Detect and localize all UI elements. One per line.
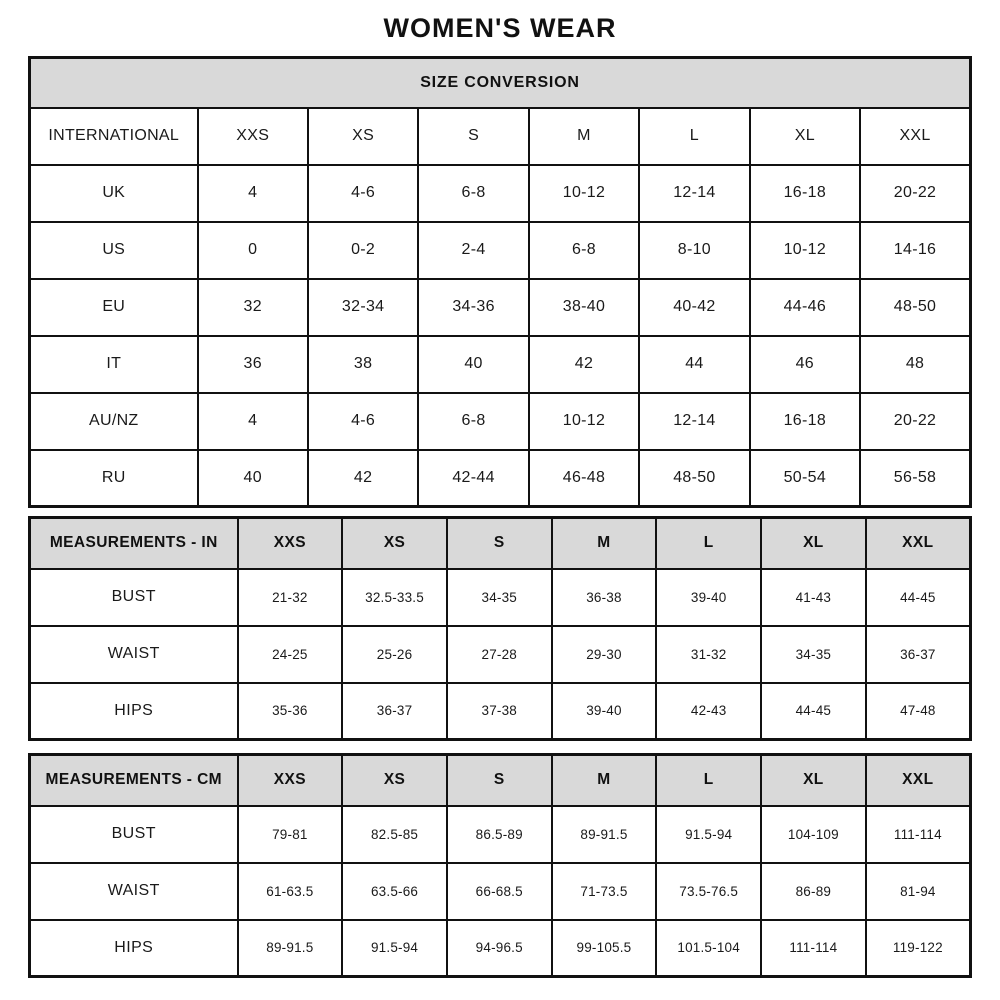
size-value: 10-12	[750, 222, 860, 279]
row-label: RU	[30, 450, 198, 507]
row-label: IT	[30, 336, 198, 393]
measurements-cm-header: MEASUREMENTS - CM	[30, 755, 238, 806]
size-value: 46	[750, 336, 860, 393]
column-header: XL	[761, 755, 866, 806]
size-value: 48	[860, 336, 970, 393]
measurement-value: 73.5-76.5	[656, 863, 761, 920]
column-header: M	[552, 518, 657, 569]
measurement-value: 89-91.5	[238, 920, 343, 977]
column-header: L	[639, 108, 749, 165]
measurement-value: 66-68.5	[447, 863, 552, 920]
measurement-value: 119-122	[866, 920, 971, 977]
measurement-value: 44-45	[866, 569, 971, 626]
column-header: INTERNATIONAL	[30, 108, 198, 165]
measurement-value: 21-32	[238, 569, 343, 626]
size-value: 38-40	[529, 279, 639, 336]
size-value: 16-18	[750, 165, 860, 222]
size-value: 42	[308, 450, 418, 507]
size-value: 48-50	[860, 279, 970, 336]
column-header: M	[529, 108, 639, 165]
column-header: S	[447, 518, 552, 569]
size-value: 56-58	[860, 450, 970, 507]
column-header: M	[552, 755, 657, 806]
table-row	[30, 920, 971, 977]
measurement-value: 36-38	[552, 569, 657, 626]
column-header: S	[418, 108, 528, 165]
size-value: 32-34	[308, 279, 418, 336]
measurement-value: 91.5-94	[342, 920, 447, 977]
size-value: 4	[198, 165, 308, 222]
column-header: XS	[342, 518, 447, 569]
size-value: 38	[308, 336, 418, 393]
measurements-in-header: MEASUREMENTS - IN	[30, 518, 238, 569]
size-value: 8-10	[639, 222, 749, 279]
measurement-value: 41-43	[761, 569, 866, 626]
table-row	[30, 222, 971, 279]
column-header: XS	[342, 755, 447, 806]
measurement-value: 27-28	[447, 626, 552, 683]
measurement-value: 39-40	[656, 569, 761, 626]
column-header: XS	[308, 108, 418, 165]
measurement-value: 82.5-85	[342, 806, 447, 863]
size-value: 10-12	[529, 165, 639, 222]
measurement-value: 36-37	[866, 626, 971, 683]
measurement-value: 79-81	[238, 806, 343, 863]
row-label: BUST	[30, 806, 238, 863]
column-header: XL	[750, 108, 860, 165]
size-value: 42	[529, 336, 639, 393]
measurement-value: 86.5-89	[447, 806, 552, 863]
table-row	[30, 108, 971, 165]
measurements-cm-table	[28, 753, 972, 978]
size-value: 14-16	[860, 222, 970, 279]
row-label: HIPS	[30, 920, 238, 977]
table-row	[30, 863, 971, 920]
measurement-value: 86-89	[761, 863, 866, 920]
row-label: WAIST	[30, 863, 238, 920]
table-row	[30, 393, 971, 450]
row-label: BUST	[30, 569, 238, 626]
measurement-value: 47-48	[866, 683, 971, 740]
size-value: 48-50	[639, 450, 749, 507]
column-header: XXS	[238, 518, 343, 569]
size-value: 16-18	[750, 393, 860, 450]
size-conversion-header: SIZE CONVERSION	[30, 58, 971, 108]
size-value: 0-2	[308, 222, 418, 279]
size-value: 40	[198, 450, 308, 507]
measurement-value: 32.5-33.5	[342, 569, 447, 626]
column-header: XXS	[238, 755, 343, 806]
table-row	[30, 279, 971, 336]
measurement-value: 91.5-94	[656, 806, 761, 863]
measurement-value: 71-73.5	[552, 863, 657, 920]
measurement-value: 44-45	[761, 683, 866, 740]
size-value: 40-42	[639, 279, 749, 336]
measurements-in-table	[28, 516, 972, 741]
table-row	[30, 518, 971, 569]
size-value: 12-14	[639, 165, 749, 222]
size-value: 34-36	[418, 279, 528, 336]
measurement-value: 29-30	[552, 626, 657, 683]
column-header: XXL	[866, 518, 971, 569]
column-header: XXL	[866, 755, 971, 806]
column-header: XXS	[198, 108, 308, 165]
measurement-value: 99-105.5	[552, 920, 657, 977]
row-label: US	[30, 222, 198, 279]
size-value: 10-12	[529, 393, 639, 450]
size-value: 20-22	[860, 165, 970, 222]
size-value: 4-6	[308, 393, 418, 450]
measurement-value: 111-114	[761, 920, 866, 977]
column-header: XL	[761, 518, 866, 569]
measurement-value: 37-38	[447, 683, 552, 740]
size-value: 40	[418, 336, 528, 393]
size-value: 6-8	[418, 393, 528, 450]
column-header: L	[656, 755, 761, 806]
table-row	[30, 569, 971, 626]
size-value: 46-48	[529, 450, 639, 507]
row-label: HIPS	[30, 683, 238, 740]
measurement-value: 111-114	[866, 806, 971, 863]
measurement-value: 39-40	[552, 683, 657, 740]
table-row	[30, 626, 971, 683]
measurement-value: 94-96.5	[447, 920, 552, 977]
row-label: UK	[30, 165, 198, 222]
size-value: 2-4	[418, 222, 528, 279]
size-value: 6-8	[418, 165, 528, 222]
table-row	[30, 450, 971, 507]
size-value: 44-46	[750, 279, 860, 336]
size-value: 4-6	[308, 165, 418, 222]
table-row	[30, 58, 971, 108]
measurement-value: 35-36	[238, 683, 343, 740]
measurement-value: 104-109	[761, 806, 866, 863]
measurement-value: 24-25	[238, 626, 343, 683]
size-value: 20-22	[860, 393, 970, 450]
table-row	[30, 806, 971, 863]
measurement-value: 89-91.5	[552, 806, 657, 863]
column-header: S	[447, 755, 552, 806]
measurement-value: 34-35	[761, 626, 866, 683]
measurement-value: 42-43	[656, 683, 761, 740]
measurement-value: 101.5-104	[656, 920, 761, 977]
size-value: 50-54	[750, 450, 860, 507]
size-value: 0	[198, 222, 308, 279]
column-header: XXL	[860, 108, 970, 165]
measurement-value: 81-94	[866, 863, 971, 920]
row-label: EU	[30, 279, 198, 336]
row-label: WAIST	[30, 626, 238, 683]
table-row	[30, 336, 971, 393]
measurement-value: 63.5-66	[342, 863, 447, 920]
row-label: AU/NZ	[30, 393, 198, 450]
table-row	[30, 683, 971, 740]
page-title: WOMEN'S WEAR	[383, 13, 617, 43]
table-row	[30, 755, 971, 806]
size-value: 32	[198, 279, 308, 336]
size-value: 4	[198, 393, 308, 450]
size-value: 12-14	[639, 393, 749, 450]
table-row	[30, 165, 971, 222]
column-header: L	[656, 518, 761, 569]
measurement-value: 61-63.5	[238, 863, 343, 920]
measurement-value: 31-32	[656, 626, 761, 683]
measurement-value: 34-35	[447, 569, 552, 626]
measurement-value: 25-26	[342, 626, 447, 683]
measurement-value: 36-37	[342, 683, 447, 740]
size-value: 42-44	[418, 450, 528, 507]
size-value: 44	[639, 336, 749, 393]
size-value: 36	[198, 336, 308, 393]
size-value: 6-8	[529, 222, 639, 279]
size-conversion-table	[28, 56, 972, 508]
